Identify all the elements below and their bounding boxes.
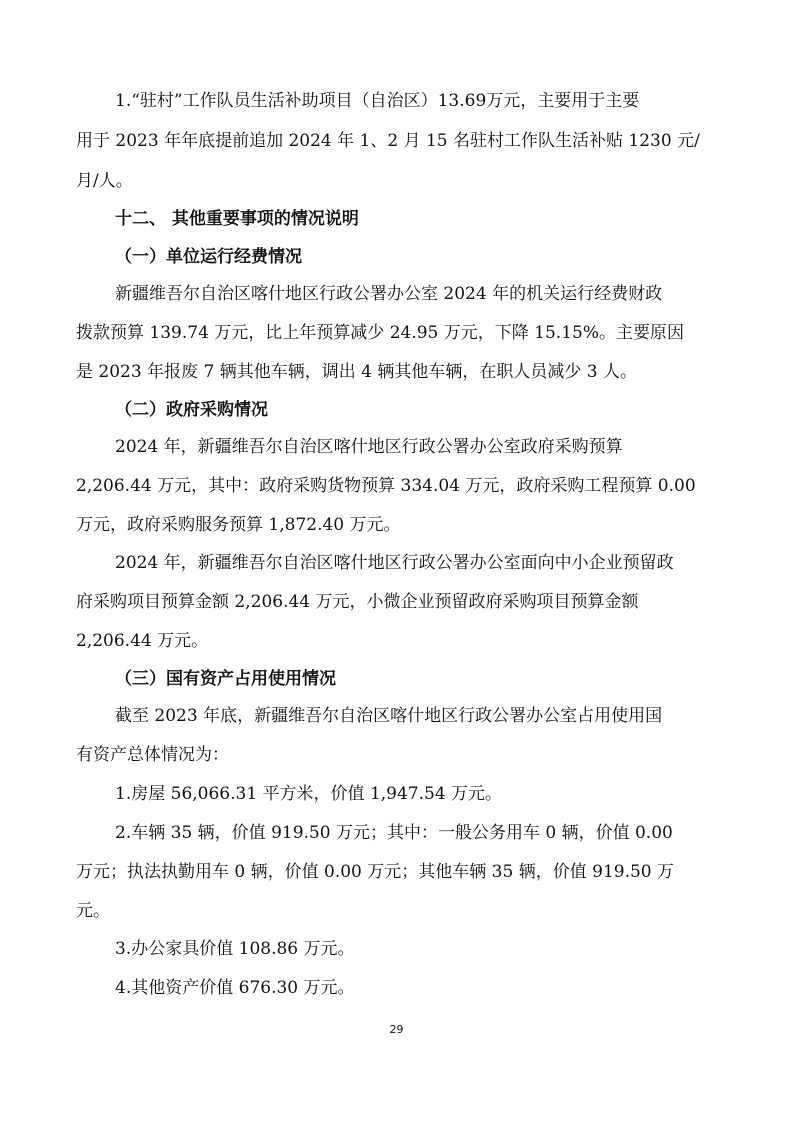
paragraph-line: 1.“驻村”工作队员生活补助项目（自治区）13.69万元，主要用于主要 xyxy=(115,91,640,111)
paragraph-line: 拨款预算 139.74 万元，比上年预算减少 24.95 万元，下降 15.15%。主要原因 xyxy=(76,323,684,343)
paragraph-line: 2024 年，新疆维吾尔自治区喀什地区行政公署办公室政府采购预算 xyxy=(115,437,623,457)
paragraph-line: 截至 2023 年底，新疆维吾尔自治区喀什地区行政公署办公室占用使用国 xyxy=(115,706,663,726)
page-number: 29 xyxy=(389,1023,404,1036)
paragraph-line: 用于 2023 年年底提前追加 2024 年 1、2 月 15 名驻村工作队生活补贴 1230 元/ xyxy=(76,131,700,151)
subsection-heading: （二）政府采购情况 xyxy=(115,400,268,420)
paragraph-line: 2,206.44 万元，其中：政府采购货物预算 334.04 万元，政府采购工程预算 0.00 xyxy=(76,476,696,496)
paragraph-line: 是 2023 年报废 7 辆其他车辆，调出 4 辆其他车辆，在职人员减少 3 人。 xyxy=(76,362,637,382)
subsection-heading: （三）国有资产占用使用情况 xyxy=(115,669,336,689)
paragraph-line: 2024 年，新疆维吾尔自治区喀什地区行政公署办公室面向中小企业预留政 xyxy=(115,553,674,573)
paragraph-line: 2,206.44 万元。 xyxy=(76,631,209,651)
paragraph-line: 元。 xyxy=(76,901,110,921)
paragraph-line: 有资产总体情况为： xyxy=(76,745,229,765)
paragraph-line: 新疆维吾尔自治区喀什地区行政公署办公室 2024 年的机关运行经费财政 xyxy=(115,284,663,304)
paragraph-line: 万元，政府采购服务预算 1,872.40 万元。 xyxy=(76,515,401,535)
list-item: 2.车辆 35 辆，价值 919.50 万元；其中：一般公务用车 0 辆，价值 0.00 xyxy=(115,823,673,843)
paragraph-line: 万元；执法执勤用车 0 辆，价值 0.00 万元；其他车辆 35 辆，价值 919.50 万 xyxy=(76,862,675,882)
list-item: 3.办公家具价值 108.86 万元。 xyxy=(115,939,355,959)
subsection-heading: （一）单位运行经费情况 xyxy=(115,247,302,267)
list-item: 4.其他资产价值 676.30 万元。 xyxy=(115,978,355,998)
section-heading: 十二、 其他重要事项的情况说明 xyxy=(115,209,359,229)
list-item: 1.房屋 56,066.31 平方米，价值 1,947.54 万元。 xyxy=(115,784,503,804)
paragraph-line: 府采购项目预算金额 2,206.44 万元，小微企业预留政府采购项目预算金额 xyxy=(76,592,639,612)
paragraph-line: 月/人。 xyxy=(76,171,133,191)
